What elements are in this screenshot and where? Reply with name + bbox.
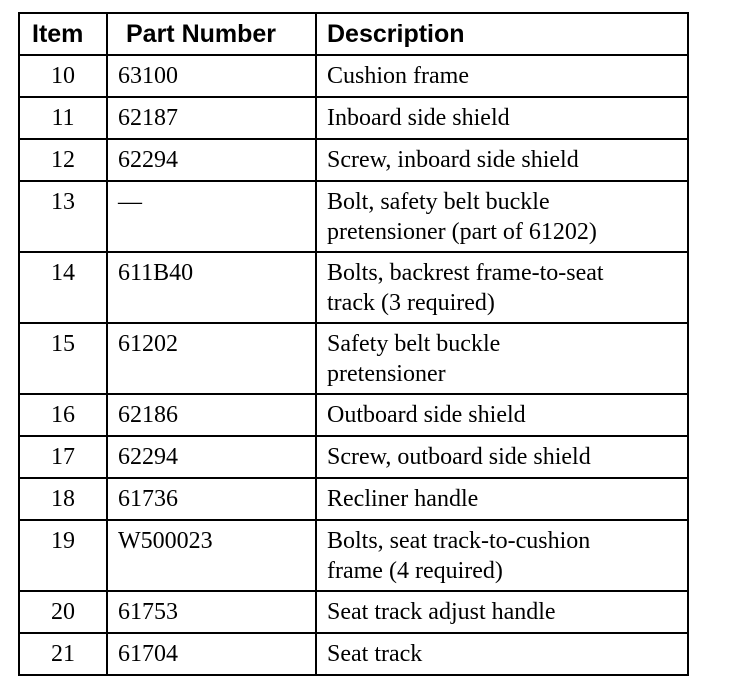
cell-description: Recliner handle	[316, 478, 688, 520]
cell-description: Bolts, seat track-to-cushion frame (4 required)	[316, 520, 688, 591]
cell-item: 14	[19, 252, 107, 323]
header-description: Description	[316, 13, 688, 55]
cell-part-number: 61753	[107, 591, 316, 633]
header-part-number: Part Number	[107, 13, 316, 55]
cell-part-number: 61704	[107, 633, 316, 675]
parts-table	[18, 12, 689, 676]
header-item: Item	[19, 13, 107, 55]
table-row	[19, 181, 688, 252]
table-row	[19, 97, 688, 139]
cell-part-number: 61202	[107, 323, 316, 394]
table-row	[19, 252, 688, 323]
cell-part-number: 62187	[107, 97, 316, 139]
table-row	[19, 436, 688, 478]
table-row	[19, 633, 688, 675]
cell-description: Screw, outboard side shield	[316, 436, 688, 478]
cell-part-number: 62294	[107, 436, 316, 478]
cell-item: 12	[19, 139, 107, 181]
cell-item: 15	[19, 323, 107, 394]
cell-item: 20	[19, 591, 107, 633]
table-row	[19, 139, 688, 181]
cell-description: Cushion frame	[316, 55, 688, 97]
table-header	[19, 13, 688, 55]
cell-item: 21	[19, 633, 107, 675]
cell-part-number: 611B40	[107, 252, 316, 323]
cell-description: Outboard side shield	[316, 394, 688, 436]
cell-part-number: W500023	[107, 520, 316, 591]
cell-item: 16	[19, 394, 107, 436]
cell-description: Seat track	[316, 633, 688, 675]
table-row	[19, 520, 688, 591]
cell-item: 18	[19, 478, 107, 520]
cell-item: 10	[19, 55, 107, 97]
cell-part-number: —	[107, 181, 316, 252]
cell-part-number: 61736	[107, 478, 316, 520]
cell-item: 19	[19, 520, 107, 591]
cell-description: Safety belt buckle pretensioner	[316, 323, 688, 394]
cell-description: Inboard side shield	[316, 97, 688, 139]
table-row	[19, 478, 688, 520]
table-row	[19, 591, 688, 633]
table-row	[19, 323, 688, 394]
table-row	[19, 55, 688, 97]
cell-description: Screw, inboard side shield	[316, 139, 688, 181]
header-row	[19, 13, 688, 55]
cell-item: 17	[19, 436, 107, 478]
table-row	[19, 394, 688, 436]
cell-item: 13	[19, 181, 107, 252]
cell-description: Seat track adjust handle	[316, 591, 688, 633]
cell-part-number: 62294	[107, 139, 316, 181]
cell-description: Bolts, backrest frame-to-seat track (3 required)	[316, 252, 688, 323]
table-body	[19, 55, 688, 675]
cell-part-number: 63100	[107, 55, 316, 97]
cell-item: 11	[19, 97, 107, 139]
cell-part-number: 62186	[107, 394, 316, 436]
cell-description: Bolt, safety belt buckle pretensioner (part of 61202)	[316, 181, 688, 252]
